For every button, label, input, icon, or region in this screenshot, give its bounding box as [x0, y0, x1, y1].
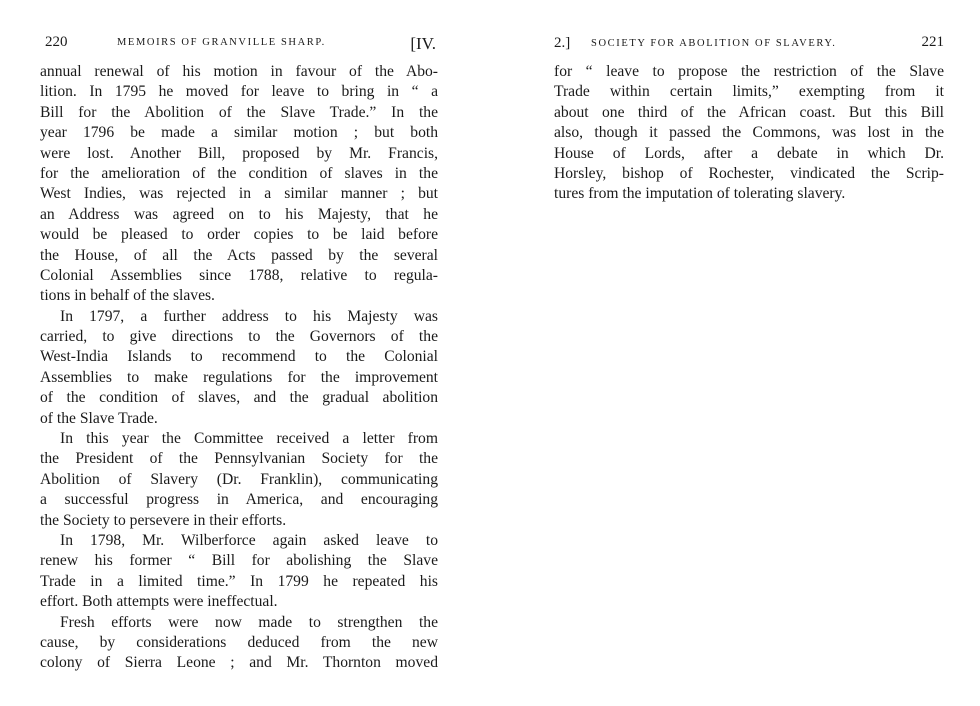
right-running-title: SOCIETY FOR ABOLITION OF SLAVERY.: [591, 38, 837, 49]
text-line: annual renewal of his motion in favour of the Abo-: [40, 63, 438, 80]
left-running-head: [40, 34, 438, 56]
left-chapter-mark: [IV.: [410, 34, 436, 53]
text-line: Assemblies to make regulations for the improvement: [40, 368, 438, 386]
text-line: also, though it passed the Commons, was lost in the: [554, 124, 944, 142]
text-line: the House, of all the Acts passed by the several: [40, 246, 438, 264]
text-line: renew his former “ Bill for abolishing the Slave: [40, 552, 438, 570]
text-line: In 1798, Mr. Wilberforce again asked leave to: [60, 531, 438, 549]
right-body-text: [554, 62, 944, 205]
text-line: West Indies, was rejected in a similar manner ; but: [40, 185, 438, 203]
right-page-number: 221: [921, 34, 944, 50]
text-line: Trade within certain limits,” exempting from it: [554, 83, 944, 101]
text-line: an Address was agreed on to his Majesty, that he: [40, 205, 438, 223]
text-line: Horsley, bishop of Rochester, vindicated the Scrip-: [554, 164, 944, 182]
text-line: West-India Islands to recommend to the Colonial: [40, 348, 438, 366]
text-line: the President of the Pennsylvanian Society for the: [40, 450, 438, 468]
text-line: were lost. Another Bill, proposed by Mr. Francis,: [40, 144, 438, 162]
text-line: In this year the Committee received a letter from: [60, 430, 438, 448]
text-line: effort. Both attempts were ineffectual.: [40, 593, 278, 611]
text-line: Trade in a limited time.” In 1799 he repeated his: [40, 572, 438, 590]
text-line: the Society to persevere in their efforts.: [40, 511, 287, 529]
text-line: In 1797, a further address to his Majesty was: [60, 307, 438, 325]
text-line: Abolition of Slavery (Dr. Franklin), communicating: [40, 470, 438, 488]
text-line: Bill for the Abolition of the Slave Trade.” In the: [40, 103, 438, 121]
text-line: lition. In 1795 he moved for leave to bring in “ a: [40, 83, 438, 101]
right-chapter-mark: 2.]: [554, 35, 571, 51]
text-line: for “ leave to propose the restriction of the Slave: [554, 63, 944, 80]
text-line: cause, by considerations deduced from the new: [40, 633, 438, 651]
text-line: colony of Sierra Leone ; and Mr. Thornton moved: [40, 654, 438, 672]
text-line: tures from the imputation of tolerating slavery.: [554, 185, 846, 203]
right-running-head: [554, 34, 944, 56]
text-line: carried, to give directions to the Governors of the: [40, 328, 438, 346]
text-line: of the Slave Trade.: [40, 409, 158, 427]
text-line: tions in behalf of the slaves.: [40, 287, 215, 305]
text-line: a successful progress in America, and encouraging: [40, 491, 438, 509]
text-line: of the condition of slaves, and the gradual abolition: [40, 389, 438, 407]
text-line: would be pleased to order copies to be laid before: [40, 226, 438, 244]
text-line: about one third of the African coast. But this Bill: [554, 103, 944, 121]
text-line: Fresh efforts were now made to strengthen the: [60, 613, 438, 631]
text-line: House of Lords, after a debate in which Dr.: [554, 144, 944, 162]
left-running-title: MEMOIRS OF GRANVILLE SHARP.: [117, 37, 326, 48]
left-page-number: 220: [45, 34, 68, 50]
left-body-text: [40, 62, 438, 674]
text-line: Colonial Assemblies since 1788, relative to regula-: [40, 266, 438, 284]
text-line: year 1796 be made a similar motion ; but both: [40, 124, 438, 142]
text-line: for the amelioration of the condition of slaves in the: [40, 164, 438, 182]
